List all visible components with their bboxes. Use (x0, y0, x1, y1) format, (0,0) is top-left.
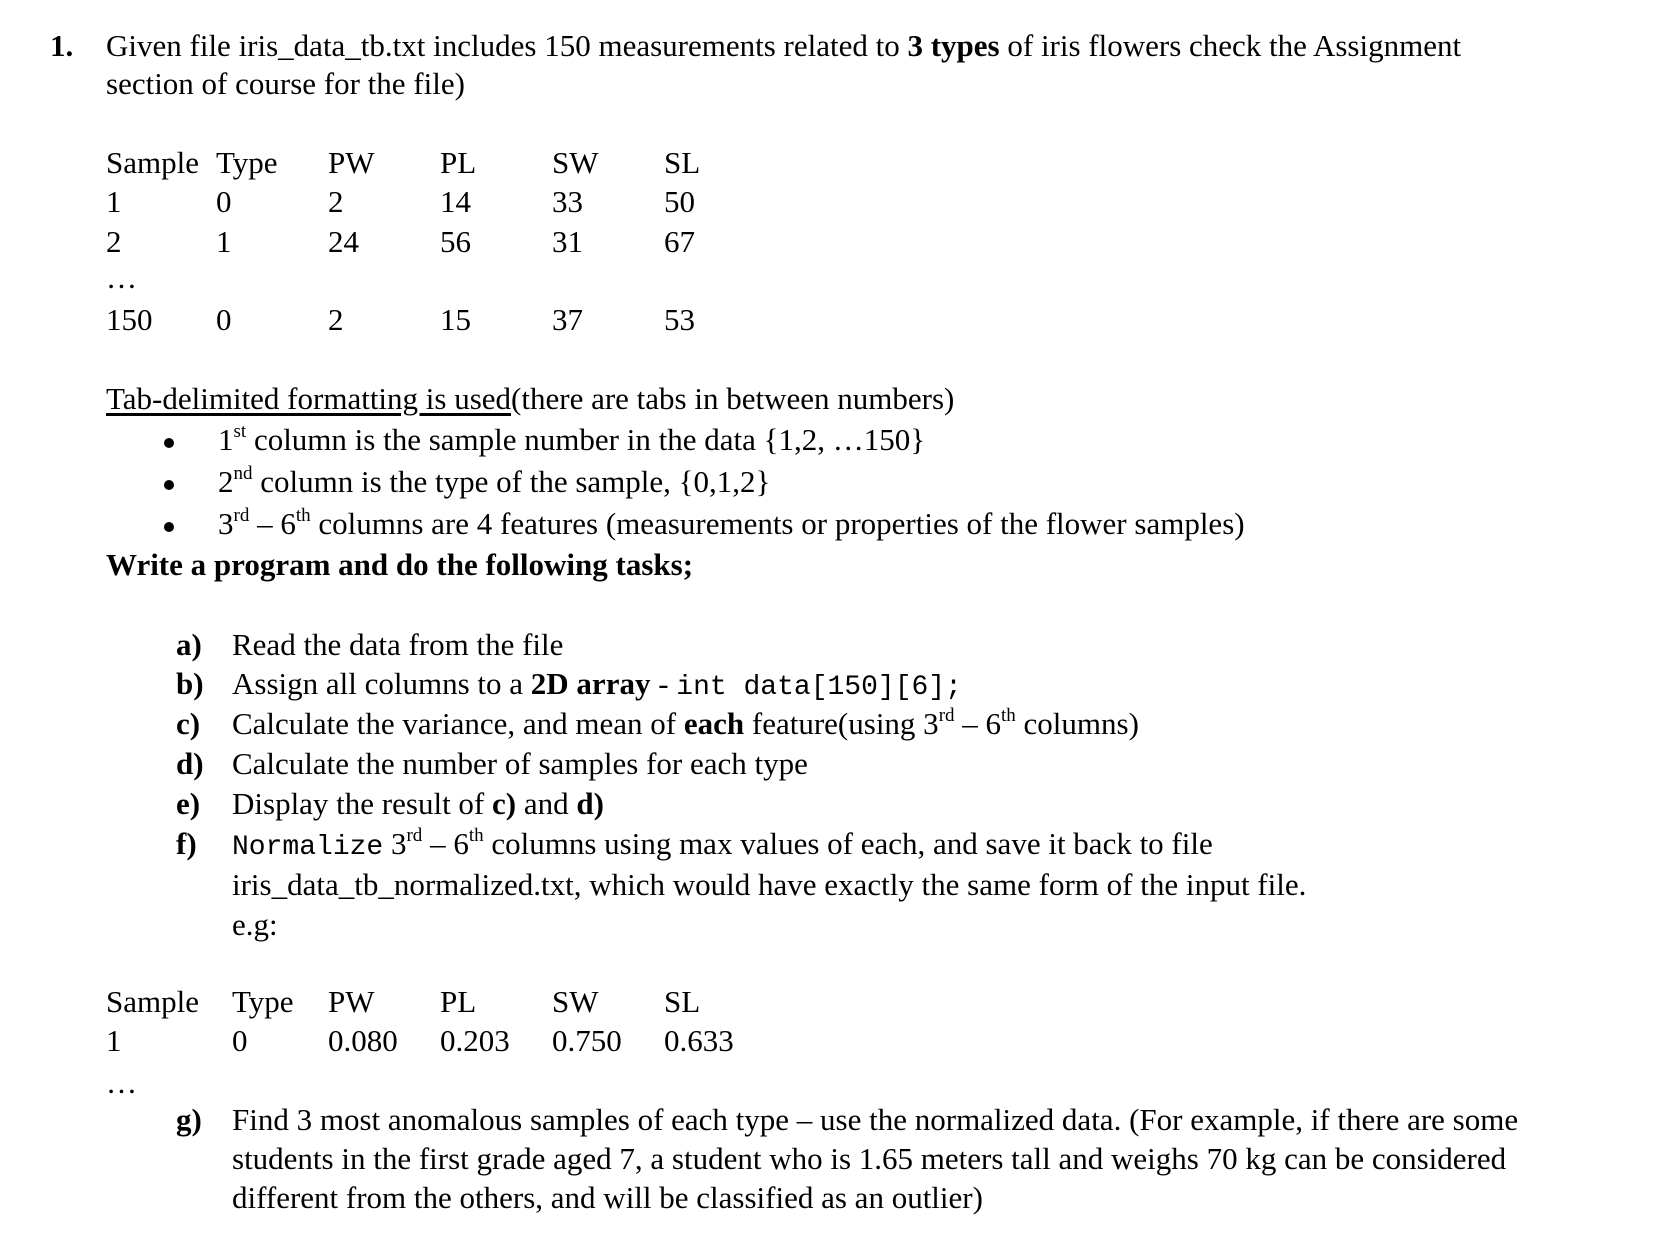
bullet-text: – 6 (249, 506, 296, 541)
task-d-text: Calculate the number of samples for each type (232, 746, 808, 781)
task-c-text (232, 705, 1139, 741)
input-cell: 15 (440, 302, 471, 337)
question-intro-line1 (106, 30, 1461, 61)
bullet-sup: nd (233, 463, 253, 484)
question-number: 1. (50, 28, 74, 63)
bullet-item-2 (218, 463, 771, 499)
task-text: 3 (383, 826, 407, 861)
task-text: Display the result of (232, 786, 493, 821)
task-text: Calculate the variance, and mean of (232, 706, 684, 741)
task-text: – 6 (422, 826, 469, 861)
bullet-dot (164, 522, 174, 532)
input-header-pw: PW (328, 145, 375, 180)
question-intro-line2: section of course for the file) (106, 66, 465, 101)
task-f-line2: iris_data_tb_normalized.txt, which would have exactly the same form of the input file. (232, 867, 1307, 902)
input-cell: 1 (106, 184, 122, 219)
input-cell: 0 (216, 184, 232, 219)
output-cell: 0 (232, 1023, 248, 1058)
task-bold: d) (576, 786, 604, 821)
output-cell: 1 (106, 1023, 122, 1058)
input-cell: 0 (216, 302, 232, 337)
task-g-line3: different from the others, and will be classified as an outlier) (232, 1180, 983, 1215)
task-bold: each (683, 706, 745, 741)
input-header-pl: PL (440, 145, 477, 180)
bullet-text: column is the type of the sample, {0,1,2} (252, 464, 771, 499)
output-header-type: Type (232, 984, 294, 1019)
task-sup: th (1001, 705, 1016, 726)
input-cell: 37 (552, 302, 583, 337)
intro-bold: 3 types (907, 28, 1000, 63)
input-cell: 2 (328, 302, 344, 337)
bullet-sup: th (295, 505, 311, 526)
intro-text-b: of iris flowers check the Assignment (999, 28, 1462, 63)
bullet-item-3 (218, 505, 1245, 541)
input-cell: 67 (664, 224, 695, 259)
format-note-underlined: Tab-delimited formatting is used (106, 381, 512, 416)
task-code: Normalize (232, 832, 384, 863)
input-cell: 1 (216, 224, 232, 259)
task-c-label: c) (176, 706, 201, 741)
task-bold: 2D array (530, 666, 651, 701)
input-header-sample: Sample (106, 145, 199, 180)
task-code: int data[150][6]; (676, 672, 962, 703)
input-ellipsis: … (106, 260, 137, 295)
bullet-item-1 (218, 421, 926, 457)
task-text: and (516, 786, 577, 821)
input-cell: 14 (440, 184, 471, 219)
bullet-dot (164, 480, 174, 490)
bullet-text: 1 (218, 422, 234, 457)
output-header-sl: SL (664, 984, 701, 1019)
output-ellipsis: … (106, 1065, 137, 1100)
output-header-sw: SW (552, 984, 599, 1019)
format-note (106, 383, 954, 414)
task-sup: th (468, 825, 484, 846)
task-g-line2: students in the first grade aged 7, a student who is 1.65 meters tall and weighs 70 kg can be considered (232, 1141, 1507, 1176)
task-b-label: b) (176, 666, 204, 701)
output-header-pl: PL (440, 984, 477, 1019)
task-f-label: f) (176, 826, 197, 861)
input-cell: 2 (106, 224, 122, 259)
bullet-text: 2 (218, 464, 234, 499)
input-cell: 31 (552, 224, 583, 259)
task-text: - (650, 666, 677, 701)
input-cell: 2 (328, 184, 344, 219)
input-header-sl: SL (664, 145, 701, 180)
output-cell: 0.633 (664, 1023, 734, 1058)
input-cell: 33 (552, 184, 583, 219)
task-text: feature(using 3 (744, 706, 939, 741)
intro-text-a: Given file iris_data_tb.txt includes 150 measurements related to (106, 28, 908, 63)
input-cell: 24 (328, 224, 359, 259)
input-header-sw: SW (552, 145, 599, 180)
task-b-text (232, 668, 962, 702)
task-e-label: e) (176, 786, 201, 821)
task-g-label: g) (176, 1102, 202, 1137)
output-header-pw: PW (328, 984, 375, 1019)
task-a-label: a) (176, 627, 202, 662)
format-note-rest: (there are tabs in between numbers) (511, 381, 955, 416)
task-a-text: Read the data from the file (232, 627, 564, 662)
task-d-label: d) (176, 746, 204, 781)
input-cell: 150 (106, 302, 153, 337)
input-cell: 56 (440, 224, 471, 259)
output-cell: 0.750 (552, 1023, 622, 1058)
task-text: Assign all columns to a (232, 666, 531, 701)
bullet-text: 3 (218, 506, 234, 541)
write-program-heading: Write a program and do the following tasks; (106, 547, 694, 582)
task-sup: rd (938, 705, 955, 726)
task-sup: rd (406, 825, 423, 846)
output-header-sample: Sample (106, 984, 199, 1019)
task-g-line1: Find 3 most anomalous samples of each type – use the normalized data. (For example, if there are some (232, 1102, 1519, 1137)
bullet-text: column is the sample number in the data {1,2, …150} (246, 422, 926, 457)
input-cell: 53 (664, 302, 695, 337)
task-text: – 6 (954, 706, 1002, 741)
task-text: columns using max values of each, and save it back to file (483, 826, 1213, 861)
task-f-line3: e.g: (232, 907, 278, 942)
input-cell: 50 (664, 184, 695, 219)
task-text: columns) (1015, 706, 1139, 741)
task-bold: c) (492, 786, 517, 821)
bullet-text: columns are 4 features (measurements or properties of the flower samples) (310, 506, 1245, 541)
bullet-sup: rd (233, 505, 250, 526)
bullet-sup: st (233, 421, 247, 442)
task-f-text (232, 825, 1213, 863)
bullet-dot (164, 438, 174, 448)
task-e-text (232, 788, 604, 819)
input-header-type: Type (216, 145, 278, 180)
output-cell: 0.203 (440, 1023, 510, 1058)
output-cell: 0.080 (328, 1023, 398, 1058)
